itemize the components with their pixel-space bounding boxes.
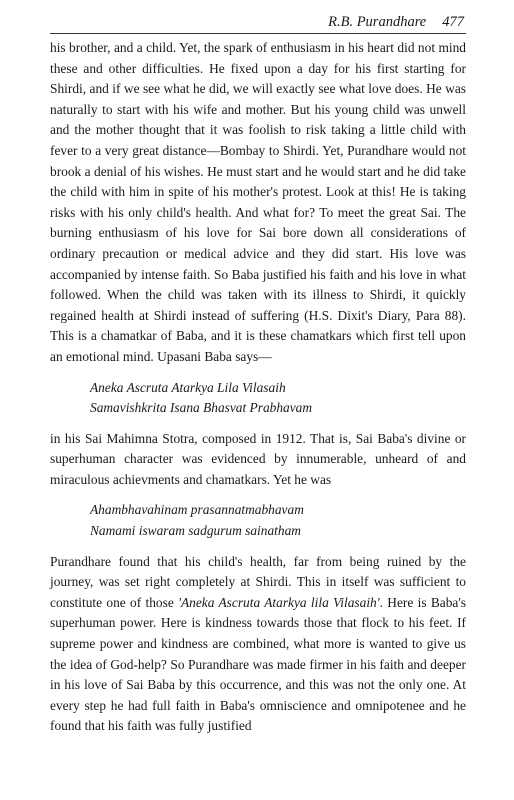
verse-line: Ahambhavahinam prasannatmabhavam [90, 502, 304, 518]
verse-line: Aneka Ascruta Atarkya Lila Vilasaih [90, 379, 286, 395]
paragraph-3-quote: 'Aneka Ascruta Atarkya lila Vilasaih' [178, 594, 380, 610]
running-head-author: R.B. Purandhare [328, 14, 427, 30]
verse-block-1 [90, 378, 466, 419]
page-number: 477 [442, 14, 464, 30]
paragraph-3-text-continued: . Here is Baba's superhuman power. Here is kindness towards those that flock to his feet. If supreme power and kindness are combined, what more is wanted to give us the idea of God-help? So Purandhare was made firmer in his faith and deeper in his love of Sai Baba by this occurrence, and this was not the only one. At every step he had full faith in Baba's omniscience and omnipotenee and he found that his faith was fully justified [50, 594, 466, 734]
verse-line: Namami iswaram sadgurum sainatham [90, 523, 301, 539]
verse-line: Samavishkrita Isana Bhasvat Prabhavam [90, 400, 313, 416]
running-header [50, 14, 466, 34]
book-page [50, 14, 466, 737]
paragraph-3-text: Purandhare found that his child's health, far from being ruined by the journey, was set right completely at Shirdi. This in itself was sufficient to constitute one of those [50, 553, 466, 610]
paragraph-3 [50, 552, 466, 737]
paragraph-1: his brother, and a child. Yet, the spark of enthusiasm in his heart did not mind these and other difficulties. He fixed upon a day for his first starting for Shirdi, and if we see what he did, we will exactly see what love does. He was naturally to start with his wife and mother. But his young child was unwell and the mother thought that it was foolish to risk taking a little child with fever to a very great distance—Bombay to Shirdi. Yet, Purandhare would not brook a denial of his wishes. He must start and he would start and he did take the child with him in spite of his mother's protest. Look at this! He is taking risks with his only child's health. And what for? To meet the great Sai. The burning enthusiasm of his love for Sai bore down all considerations of ordinary precaution or medical advice and they did start. His love was accompanied by intense faith. So Baba justified his faith and his love in what followed. When the child was taken with its illness to Shirdi, it quickly regained health at Shirdi instead of suffering (H.S. Dixit's Diary, Para 88). This is a chamatkar of Baba, and it is these chamatkars which first tell upon an emotional mind. Upasani Baba says— [50, 40, 466, 364]
paragraph-2: in his Sai Mahimna Stotra, composed in 1912. That is, Sai Baba's divine or superhuman character was evidenced by innumerable, unheard of and miraculous achievments and chamatkars. Yet he was [50, 430, 466, 487]
verse-block-2 [90, 500, 466, 541]
